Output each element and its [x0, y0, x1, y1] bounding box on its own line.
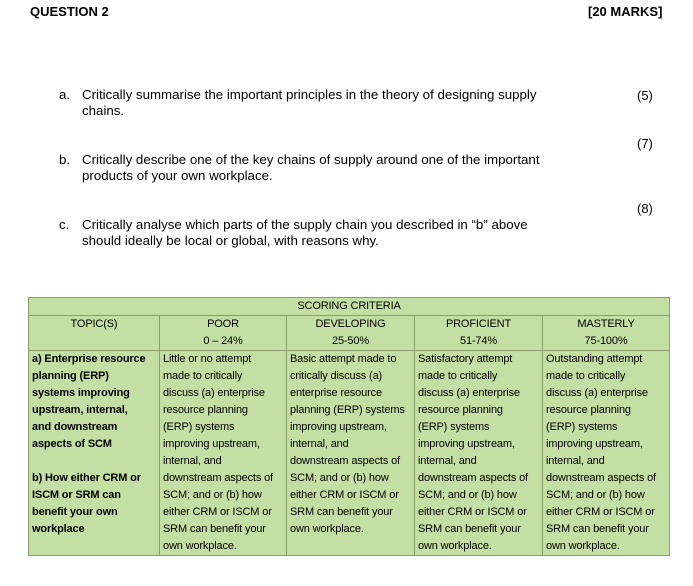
masterly-line: improving upstream, — [546, 438, 643, 450]
topic-a-line: upstream, internal, — [32, 404, 128, 416]
header-proficient — [415, 316, 543, 351]
question-a-line-1: Critically summarise the important principles in the theory of designing supply — [82, 87, 537, 102]
topic-a-line: aspects of SCM — [32, 438, 112, 450]
developing-cell — [287, 351, 415, 556]
proficient-line: resource planning — [418, 404, 503, 416]
proficient-line: discuss (a) enterprise — [418, 387, 520, 399]
header-masterly-label: MASTERLY — [577, 318, 635, 330]
topics-cell — [29, 351, 160, 556]
question-c-letter: c. — [59, 217, 70, 232]
header-masterly-range: 75-100% — [584, 335, 628, 347]
developing-line: Basic attempt made to — [290, 353, 397, 365]
topic-a-line: systems improving — [32, 387, 130, 399]
scoring-criteria-table — [28, 297, 670, 556]
developing-line: improving upstream, — [290, 421, 387, 433]
poor-line: downstream aspects of — [163, 472, 273, 484]
topic-b-line: benefit your own — [32, 506, 118, 518]
question-c-line-2: should ideally be local or global, with reasons why. — [82, 233, 379, 248]
proficient-line: downstream aspects of — [418, 472, 528, 484]
question-c-marks: (8) — [637, 201, 653, 216]
header-masterly — [543, 316, 670, 351]
proficient-line: SRM can benefit your — [418, 523, 521, 535]
proficient-line: either CRM or ISCM or — [418, 506, 527, 518]
developing-line: enterprise resource — [290, 387, 382, 399]
masterly-line: discuss (a) enterprise — [546, 387, 648, 399]
proficient-line: internal, and — [418, 455, 477, 467]
proficient-line: made to critically — [418, 370, 498, 382]
poor-line: improving upstream, — [163, 438, 260, 450]
developing-line: SCM; and or (b) how — [290, 472, 389, 484]
developing-line: critically discuss (a) — [290, 370, 383, 382]
topic-b-line: workplace — [32, 523, 85, 535]
header-topics-label: TOPIC(S) — [70, 318, 118, 330]
developing-line: downstream aspects of — [290, 455, 400, 467]
header-poor-label: POOR — [207, 318, 239, 330]
poor-line: resource planning — [163, 404, 248, 416]
total-marks: [20 MARKS] — [588, 4, 663, 19]
poor-line: either CRM or ISCM or — [163, 506, 272, 518]
masterly-line: either CRM or ISCM or — [546, 506, 655, 518]
proficient-line: improving upstream, — [418, 438, 515, 450]
masterly-line: SCM; and or (b) how — [546, 489, 645, 501]
developing-line: SRM can benefit your — [290, 506, 393, 518]
header-poor — [160, 316, 287, 351]
question-c-text — [82, 217, 602, 249]
question-b-marks: (7) — [637, 136, 653, 151]
question-b-line-1: Critically describe one of the key chains of supply around one of the important — [82, 152, 540, 167]
developing-line: internal, and — [290, 438, 349, 450]
masterly-line: SRM can benefit your — [546, 523, 649, 535]
question-a-text — [82, 87, 602, 119]
topic-b-line: b) How either CRM or — [32, 472, 141, 484]
masterly-line: made to critically — [546, 370, 626, 382]
header-poor-range: 0 – 24% — [203, 335, 243, 347]
proficient-line: SCM; and or (b) how — [418, 489, 517, 501]
proficient-line: own workplace. — [418, 540, 492, 552]
header-developing — [287, 316, 415, 351]
poor-line: internal, and — [163, 455, 222, 467]
poor-line: Little or no attempt — [163, 353, 252, 365]
developing-line: either CRM or ISCM or — [290, 489, 399, 501]
topic-b-line: ISCM or SRM can — [32, 489, 121, 501]
header-developing-label: DEVELOPING — [315, 318, 386, 330]
poor-cell — [160, 351, 287, 556]
poor-line: SCM; and or (b) how — [163, 489, 262, 501]
masterly-line: resource planning — [546, 404, 631, 416]
question-b-letter: b. — [59, 152, 71, 167]
question-a-letter: a. — [59, 87, 71, 102]
masterly-line: internal, and — [546, 455, 605, 467]
rubric-title: SCORING CRITERIA — [29, 298, 670, 316]
poor-line: SRM can benefit your — [163, 523, 266, 535]
masterly-line: downstream aspects of — [546, 472, 656, 484]
question-title: QUESTION 2 — [30, 4, 109, 19]
masterly-line: (ERP) systems — [546, 421, 618, 433]
topic-a-line: a) Enterprise resource — [32, 353, 146, 365]
question-a-marks: (5) — [637, 88, 653, 103]
masterly-line: own workplace. — [546, 540, 620, 552]
proficient-line: Satisfactory attempt — [418, 353, 513, 365]
masterly-cell — [543, 351, 670, 556]
proficient-line: (ERP) systems — [418, 421, 490, 433]
rubric-body-row — [29, 351, 670, 556]
poor-line: (ERP) systems — [163, 421, 235, 433]
developing-line: own workplace. — [290, 523, 364, 535]
header-proficient-label: PROFICIENT — [445, 318, 512, 330]
header-developing-range: 25-50% — [331, 335, 369, 347]
question-b-text — [82, 152, 602, 184]
rubric-header-row — [29, 316, 670, 351]
rubric-title-row — [29, 298, 670, 316]
proficient-cell — [415, 351, 543, 556]
topic-a-line: planning (ERP) — [32, 370, 109, 382]
poor-line: own workplace. — [163, 540, 237, 552]
question-c-line-1: Critically analyse which parts of the supply chain you described in “b” above — [82, 217, 528, 232]
developing-line: planning (ERP) systems — [290, 404, 405, 416]
masterly-line: Outstanding attempt — [546, 353, 643, 365]
poor-line: made to critically — [163, 370, 243, 382]
question-b-line-2: products of your own workplace. — [82, 168, 273, 183]
question-a-line-2: chains. — [82, 103, 125, 118]
header-proficient-range: 51-74% — [459, 335, 497, 347]
header-topics — [29, 316, 160, 351]
poor-line: discuss (a) enterprise — [163, 387, 265, 399]
topic-a-line: and downstream — [32, 421, 118, 433]
